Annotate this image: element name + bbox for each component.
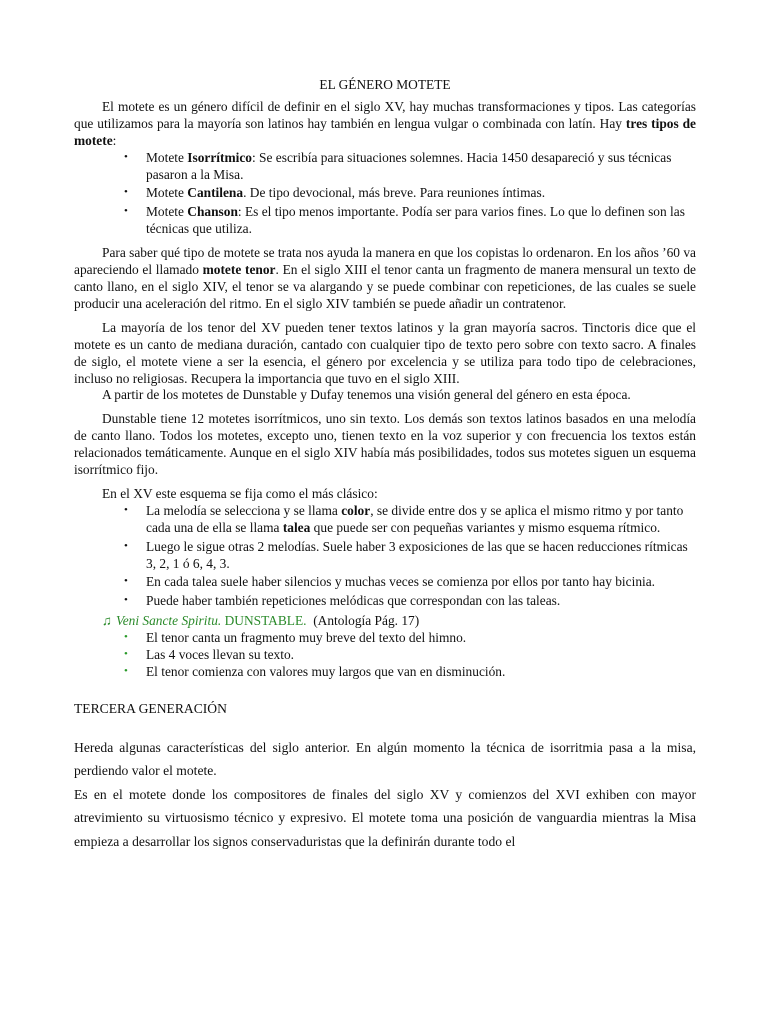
green-bullet-icon: • [124,631,128,644]
list-item: • Las 4 voces llevan su texto. [124,647,295,663]
intro-paragraph: El motete es un género difícil de definir en el siglo XV, hay muchas transformaciones y tipos. Las categorías que utilizamos para la mayoría son latinos hay también en lengua vulgar o combinada con latín. Hay tres tipos de motete: [74,98,696,148]
green-bullet-icon: • [124,665,128,677]
list-item: • Luego le sigue otras 2 melodías. Suele haber 3 exposiciones de las que se hacen reducciones rítmicas 3, 2, 1 ó 6, 4, 3. [124,538,688,571]
listening-reference [74,613,696,630]
green-bullet-icon: • [124,648,128,661]
list-item: • Motete Isorrítmico: Se escribía para situaciones solemnes. Hacia 1450 desapareció y sus técnicas pasaron a la Misa. [124,149,672,182]
section-body [74,736,696,854]
paragraph: La mayoría de los tenor del XV pueden tener textos latinos y la gran mayoría sacros. Tinctoris dice que el motete es un canto de mediana duración, cantado con cualquier tipo de texto pero sobre con texto sacro. A finales de siglo, el motete viene a ser la esencia, el género por excelencia y se utiliza para todo tipo de celebraciones, incluso no religiosas. Recupera la importancia que tuvo en el siglo XIII. [74,319,696,386]
bullet-icon: • [124,205,128,218]
bullet-icon: • [124,503,128,516]
paragraph: Hereda algunas características del siglo anterior. En algún momento la técnica de isorritmia pasa a la misa, perdiendo valor el motete. [74,739,696,779]
list-item: • El tenor canta un fragmento muy breve del texto del himno. [124,630,467,646]
list-item: • El tenor comienza con valores muy largos que van en disminución. [124,664,506,679]
music-note-icon: ♫ [102,613,113,629]
list-item: • Motete Chanson: Es el tipo menos importante. Podía ser para varios fines. Lo que lo definen son las técnicas que utiliza. [124,204,685,237]
list-item: • Motete Cantilena. De tipo devocional, más breve. Para reuniones íntimas. [124,185,546,201]
motet-types-list [74,150,696,239]
composer-name: DUNSTABLE. [224,613,307,629]
paragraph: En el XV este esquema se fija como el más clásico: [102,485,378,501]
section-heading: TERCERA GENERACIÓN [74,700,227,716]
list-item: • En cada talea suele haber silencios y muchas veces se comienza por ellos por tanto hay bicinia. [124,574,656,590]
bullet-icon: • [124,575,128,588]
page-title: EL GÉNERO MOTETE [319,77,451,92]
work-title: Veni Sancte Spiritu. [116,613,222,629]
bullet-icon: • [124,150,128,163]
listening-notes-list [74,630,696,681]
paragraph: Dunstable tiene 12 motetes isorrítmicos, uno sin texto. Los demás son textos latinos basados en una melodía de canto llano. Todos los motetes, excepto uno, tienen texto en la voz superior y con frecuencia los textos están relacionados temáticamente. Aunque en el siglo XIV había más posibilidades, todos sus motetes siguen un esquema isorrítmico fijo. [74,411,696,478]
scheme-list [74,503,696,610]
anthology-reference: (Antología Pág. 17) [313,613,420,629]
document-body [74,77,696,853]
list-item: • La melodía se selecciona y se llama color, se divide entre dos y se aplica el mismo ritmo y por tanto cada una de ella se llama talea que puede ser con pequeñas variantes y mismo esquema rítmico. [124,502,684,535]
bullet-icon: • [124,594,128,607]
list-item: • Puede haber también repeticiones melódicas que correspondan con las taleas. [124,593,561,609]
bullet-icon: • [124,539,128,552]
paragraph: Es en el motete donde los compositores de finales del siglo XV y comienzos del XVI exhiben con mayor atrevimiento su virtuosismo técnico y expresivo. El motete toma una posición de vanguardia mientras la Misa empieza a desarrollar los signos conservaduristas que la definirán durante todo el [74,786,696,849]
paragraph: A partir de los motetes de Dunstable y Dufay tenemos una visión general del género en esta época. [102,387,631,403]
bullet-icon: • [124,186,128,199]
paragraph: Para saber qué tipo de motete se trata nos ayuda la manera en que los copistas lo ordenaron. En los años ’60 va apareciendo el llamado motete tenor. En el siglo XIII el tenor canta un fragmento de manera mensural un texto de canto llano, en el siglo XIV, el tenor se va alargando y se puede combinar con repeticiones, de las cuales se suele producir una aceleración del ritmo. En el siglo XIV también se puede añadir un contratenor. [74,245,696,311]
